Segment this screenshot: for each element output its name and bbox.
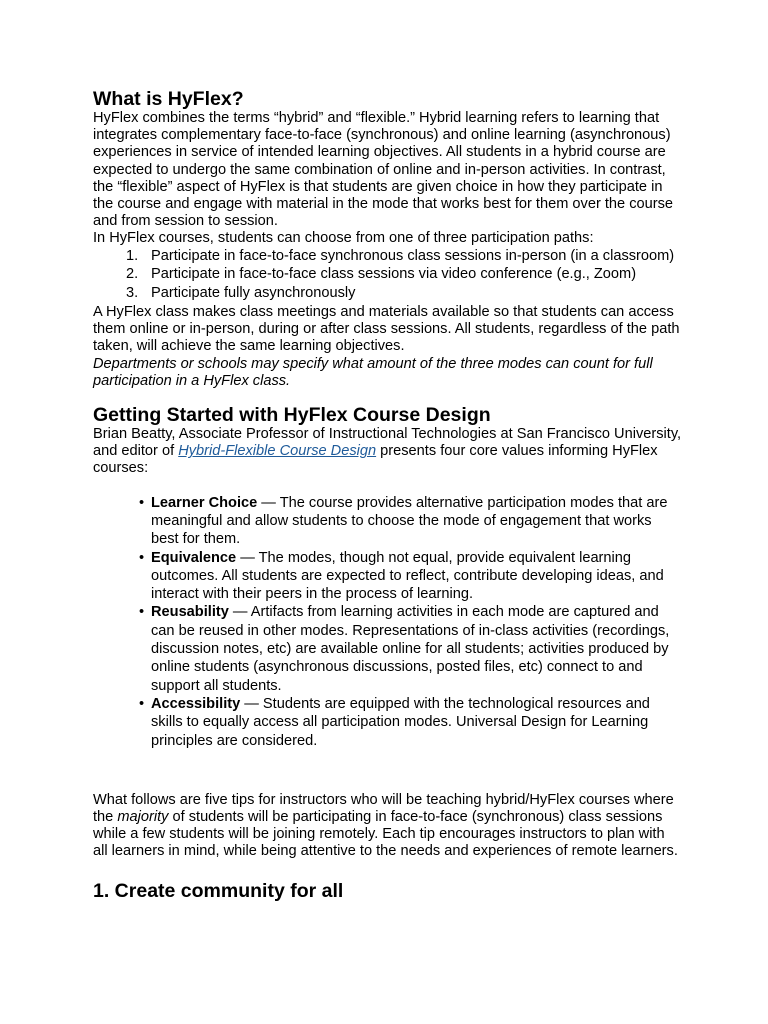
- bullet-icon: •: [139, 695, 145, 712]
- value-description: — The course provides alternative participation modes that are meaningful and allow students to choose the mode of engagement that works best for them.: [151, 494, 668, 548]
- document-page: [93, 88, 683, 902]
- hybrid-flexible-course-design-link[interactable]: Hybrid-Flexible Course Design: [178, 443, 377, 460]
- beatty-intro-before: Brian Beatty, Associate Professor of Instructional Technologies at San Francisco University, and editor of: [93, 426, 682, 460]
- department-note: Departments or schools may specify what amount of the three modes can count for full participation in a HyFlex class.: [93, 355, 653, 389]
- tips-emphasis: majority: [117, 809, 169, 825]
- tips-text-before: What follows are five tips for instructors who will be teaching hybrid/HyFlex courses where the: [93, 791, 674, 825]
- list-item-text: Participate fully asynchronously: [151, 285, 356, 302]
- tips-text-after: of students will be participating in face-to-face (synchronous) class sessions while a few students will be joining remotely. Each tip encourages instructors to plan with all learners in mind, while being attentive to the needs and experiences of remote learners.: [93, 809, 678, 860]
- value-description: — The modes, though not equal, provide equivalent learning outcomes. All students are expected to reflect, contribute developing ideas, and interact with their peers in the process of learning.: [151, 549, 664, 603]
- value-term: Reusability: [151, 604, 229, 621]
- five-tips-paragraph: [93, 792, 683, 861]
- participation-paths-intro: In HyFlex courses, students can choose from one of three participation paths:: [93, 230, 594, 247]
- bullet-icon: •: [139, 604, 145, 621]
- list-item: [93, 695, 683, 750]
- list-item: [93, 266, 683, 283]
- heading-create-community: 1. Create community for all: [93, 879, 344, 902]
- list-item-number: 1.: [126, 247, 139, 264]
- heading-getting-started: Getting Started with HyFlex Course Design: [93, 404, 491, 427]
- list-item-text: Participate in face-to-face synchronous class sessions in-person (in a classroom): [151, 247, 675, 264]
- beatty-intro-paragraph: [93, 426, 683, 478]
- list-item: [93, 549, 683, 604]
- availability-paragraph: A HyFlex class makes class meetings and materials available so that students can access them online or in-person, during or after class sessions. All students, regardless of the path taken, will achieve the same learning objectives.: [93, 304, 680, 355]
- list-item: [93, 603, 683, 694]
- bullet-icon: •: [139, 494, 145, 511]
- bullet-icon: •: [139, 549, 145, 566]
- value-description: — Artifacts from learning activities in each mode are captured and can be reused in other modes. Representations of in-class activities (recordings, discussion notes, etc) are available online for all students; activities produced by online students (asynchronous discussions, posted files, etc) connect to and support all students.: [151, 604, 670, 694]
- value-term: Accessibility: [151, 695, 241, 712]
- value-term: Learner Choice: [151, 494, 258, 511]
- list-item: [93, 494, 683, 549]
- list-item-number: 2.: [126, 266, 139, 283]
- beatty-intro-after: presents four core values informing HyFlex courses:: [93, 443, 658, 477]
- list-item: [93, 285, 683, 302]
- list-item-number: 3.: [126, 285, 139, 302]
- participation-paths-list: [93, 248, 683, 303]
- list-item: [93, 248, 683, 265]
- core-values-list: [93, 494, 683, 750]
- list-item-text: Participate in face-to-face class sessions via video conference (e.g., Zoom): [151, 266, 637, 283]
- value-term: Equivalence: [151, 549, 237, 566]
- hyflex-definition-paragraph: HyFlex combines the terms “hybrid” and “flexible.” Hybrid learning refers to learning that integrates complementary face-to-face (synchronous) and online learning (asynchronous) experiences in service of intended learning objectives. All students in a hybrid course are expected to undergo the same combination of online and in-person activities. In contrast, the “flexible” aspect of HyFlex is that students are given choice in how they participate in the course and engage with material in the mode that works best for them over the course and from session to session.: [93, 110, 674, 230]
- value-description: — Students are equipped with the technological resources and skills to equally access all participation modes. Universal Design for Learning principles are considered.: [151, 695, 650, 749]
- heading-what-is-hyflex: What is HyFlex?: [93, 88, 244, 110]
